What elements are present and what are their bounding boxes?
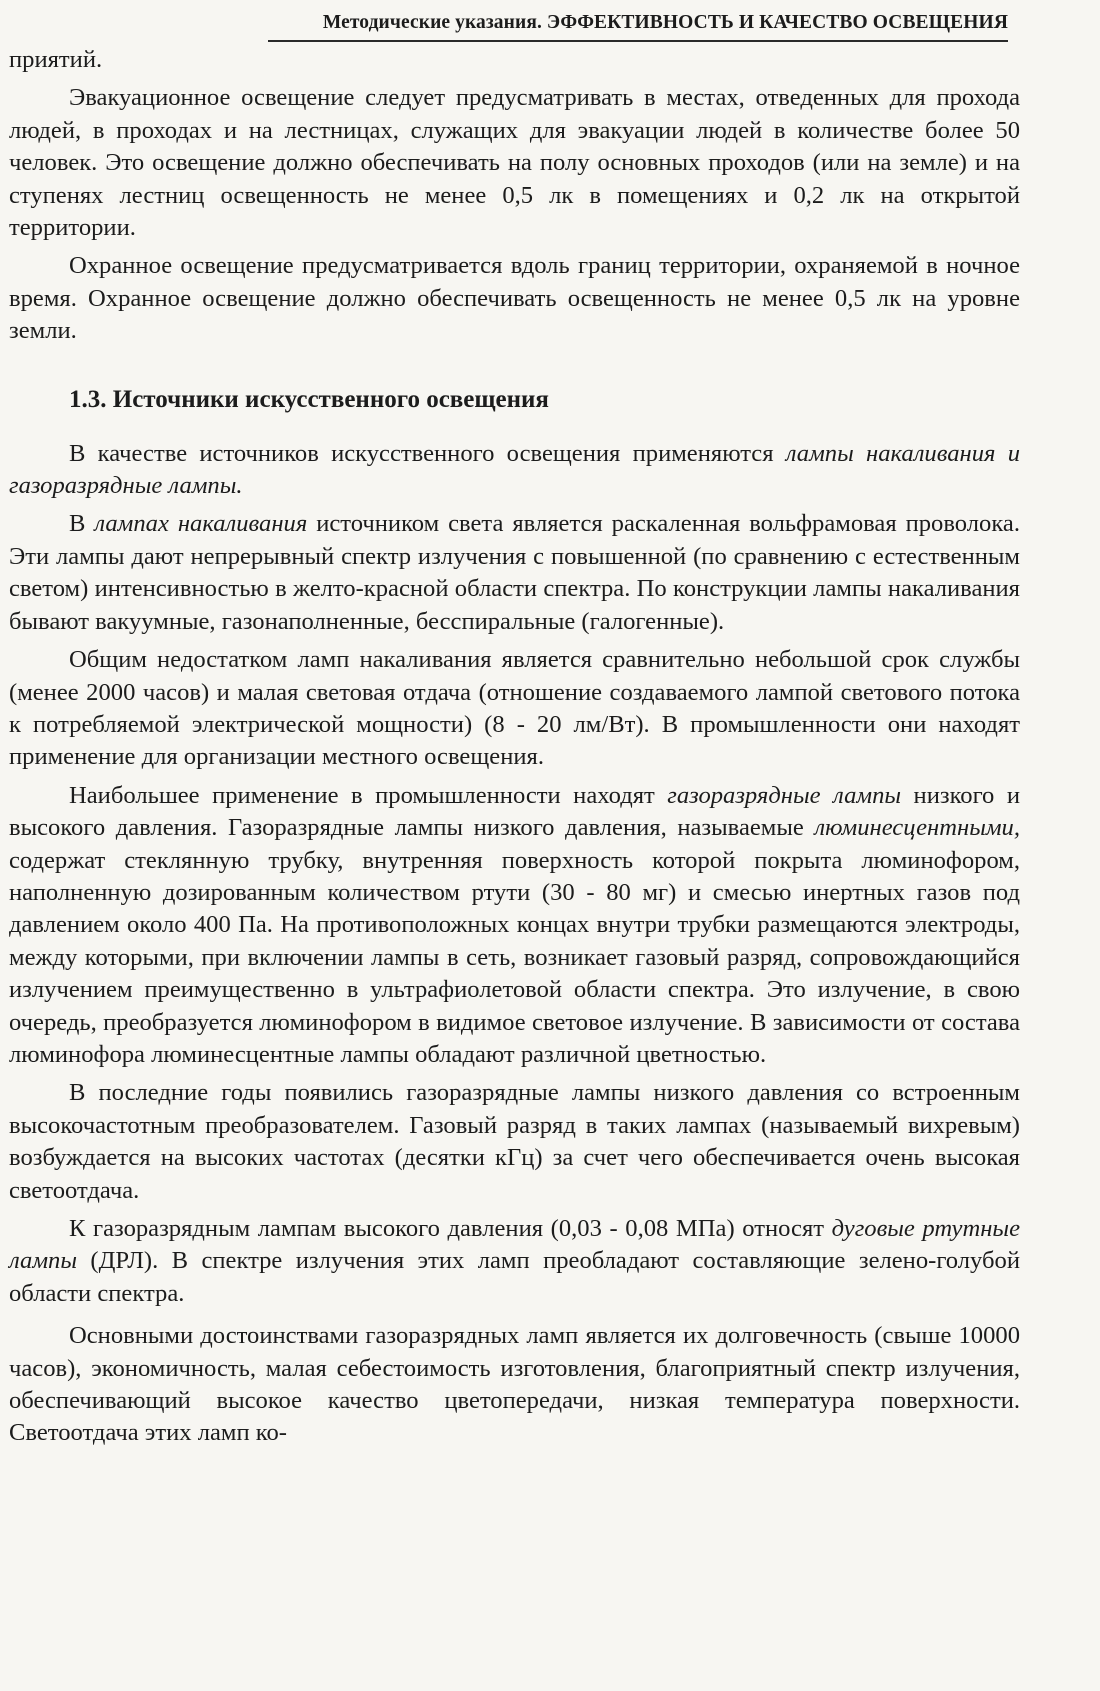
italic-term: лампах накаливания (94, 510, 308, 538)
paragraph-hf-converter-lamps: В последние годы появились газоразрядные лампы низкого давления со встроенным высокочастотным преобразователем. Газовый разряд в таких лампах (называемый вихревым) возбуждается на высоких частотах (десятки кГц) за счет чего обеспечивается очень высокая светоотдача. (9, 1079, 1020, 1204)
paragraph-evacuation-lighting: Эвакуационное освещение следует предусматривать в местах, отведенных для прохода людей, в проходах и на лестницах, служащих для эвакуации людей в количестве более 50 человек. Это освещение должно обеспечивать на полу основных проходов (или на земле) и на ступенях лестниц освещенность не менее 0,5 лк в помещениях и 0,2 лк на открытой территории. (9, 84, 1020, 242)
paragraph-security-lighting: Охранное освещение предусматривается вдоль границ территории, охраняемой в ночное время. Охранное освещение должно обеспечивать освещенность не менее 0,5 лк на уровне земли. (9, 252, 1020, 345)
text-run: (ДРЛ). В спектре излучения этих ламп преобладают составляющие зелено-голубой области спектра. (9, 1247, 1020, 1307)
paragraph-incandescent-lamps (9, 508, 1020, 638)
body-text (9, 44, 1020, 1450)
italic-term: газоразрядные лампы (667, 781, 902, 809)
header-rule (268, 40, 1008, 42)
paragraph-high-pressure-lamps (9, 1213, 1020, 1310)
text-run: источником света является раскаленная вольфрамовая проволока. Эти лампы дают непрерывный спектр излучения с повышенной (по сравнению с естественным светом) интенсивностью в желто-красной области спектра. По конструкции лампы накаливания бывают вакуумные, газонаполненные, бесспиральные (галогенные). (9, 510, 1020, 635)
text-run: содержат стеклянную трубку, внутренняя поверхность которой покрыта люминофором, наполненную дозированным количеством ртути (30 - 80 мг) и смесью инертных газов под давлением около 400 Па. На противоположных концах внутри трубки размещаются электроды, между которыми, при включении лампы в сеть, возникает газовый разряд, сопровождающийся излучением преимущественно в ультрафиолетовой области спектра. Это излучение, в свою очередь, преобразуется люминофором в видимое световое излучение. В зависимости от состава люминофора люминесцентные лампы обладают различной цветностью. (9, 846, 1020, 1068)
section-heading: 1.3. Источники искусственного освещения (69, 385, 549, 413)
text-run: К газоразрядным лампам высокого давления (0,03 - 0,08 МПа) относят (69, 1215, 832, 1242)
paragraph-incandescent-drawbacks: Общим недостатком ламп накаливания является сравнительно небольшой срок службы (менее 2000 часов) и малая световая отдача (отношение создаваемого лампой светового потока к потребляемой электрической мощности) (8 - 20 лм/Вт). В промышленности они находят применение для организации местного освещения. (9, 646, 1020, 771)
italic-term: люминесцентными, (814, 814, 1020, 842)
paragraph-light-sources (9, 438, 1020, 503)
running-header: Методические указания. ЭФФЕКТИВНОСТЬ И КАЧЕСТВО ОСВЕЩЕНИЯ (322, 12, 1008, 33)
text-run: В качестве источников искусственного освещения применяются (69, 439, 786, 467)
paragraph-gas-discharge-advantages: Основными достоинствами газоразрядных ламп является их долговечность (свыше 10000 часов), экономичность, малая себестоимость изготовления, благоприятный спектр излучения, обеспечивающий высокое качество цветопередачи, низкая температура поверхности. Светоотдача этих ламп ко- (9, 1322, 1020, 1447)
text-run: Наибольшее применение в промышленности находят (69, 781, 668, 809)
italic-term: дуговые ртутные лампы (9, 1215, 1021, 1275)
paragraph-continued: приятий. (9, 46, 103, 73)
text-run: В (69, 510, 95, 538)
text-run: низкого и высокого давления. Газоразрядные лампы низкого давления, называемые (9, 781, 1021, 842)
paragraph-gas-discharge-lamps (9, 780, 1020, 1072)
italic-term: лампы накаливания и газоразрядные лампы. (9, 439, 1020, 500)
